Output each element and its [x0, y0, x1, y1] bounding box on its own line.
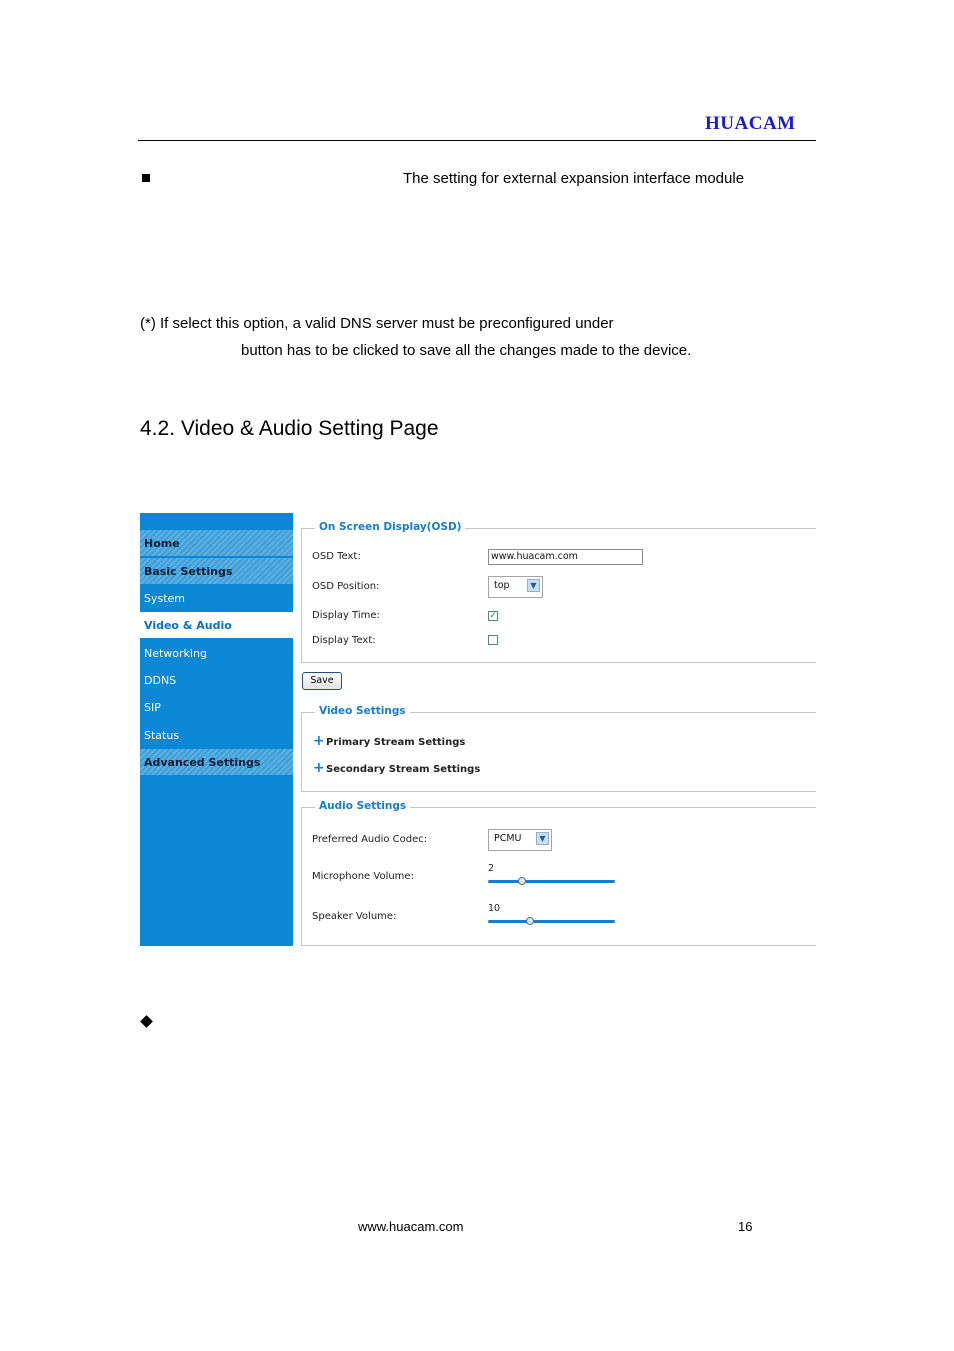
secondary-stream-settings-link[interactable]: Secondary Stream Settings: [326, 764, 481, 775]
display-time-label: Display Time:: [312, 610, 380, 621]
osd-position-label: OSD Position:: [312, 581, 380, 592]
page-number: 16: [738, 1219, 753, 1234]
video-frame-bottom: [301, 791, 816, 792]
display-text-checkbox[interactable]: [488, 635, 498, 645]
speaker-volume-slider[interactable]: [488, 920, 615, 923]
note-line-1: (*) If select this option, a valid DNS server must be preconfigured under: [140, 315, 614, 332]
display-text-label: Display Text:: [312, 635, 376, 646]
brand-logo: HUACAM: [705, 113, 796, 134]
osd-legend: On Screen Display(OSD): [315, 521, 465, 533]
sidebar-item-status[interactable]: Status: [144, 729, 180, 742]
save-button[interactable]: Save: [302, 672, 342, 690]
chevron-down-icon[interactable]: ▼: [536, 832, 549, 845]
bullet-text: The setting for external expansion interface module: [403, 170, 745, 187]
audio-legend: Audio Settings: [315, 800, 410, 812]
settings-screenshot: [140, 513, 816, 946]
osd-position-value: top: [494, 580, 510, 591]
primary-stream-settings-link[interactable]: Primary Stream Settings: [326, 737, 466, 748]
microphone-volume-handle[interactable]: [518, 877, 526, 885]
sidebar-item-advanced-settings[interactable]: Advanced Settings: [140, 749, 293, 775]
sidebar-item-video-audio[interactable]: Video & Audio: [140, 612, 293, 638]
audio-frame-bottom: [301, 945, 816, 946]
diamond-bullet-icon: [140, 1015, 153, 1028]
osd-position-select[interactable]: [488, 576, 543, 598]
microphone-volume-label: Microphone Volume:: [312, 871, 414, 882]
audio-frame-left: [301, 807, 302, 945]
video-frame-left: [301, 712, 302, 791]
video-legend: Video Settings: [315, 705, 410, 717]
sidebar-item-networking[interactable]: Networking: [144, 647, 207, 660]
sidebar-item-basic-settings[interactable]: Basic Settings: [140, 558, 293, 584]
sidebar-item-sip[interactable]: SIP: [144, 701, 161, 714]
sidebar-item-ddns[interactable]: DDNS: [144, 674, 177, 687]
osd-text-label: OSD Text:: [312, 551, 361, 562]
osd-frame-bottom: [301, 662, 816, 663]
microphone-volume-value: 2: [488, 863, 495, 874]
sidebar-item-system[interactable]: System: [144, 592, 186, 605]
chevron-down-icon[interactable]: ▼: [527, 579, 540, 592]
osd-frame-left: [301, 528, 302, 662]
speaker-volume-handle[interactable]: [526, 917, 534, 925]
settings-content: [301, 513, 816, 946]
note-line-2: button has to be clicked to save all the changes made to the device.: [241, 342, 692, 359]
sidebar: [140, 513, 293, 946]
section-title: 4.2. Video & Audio Setting Page: [140, 417, 439, 440]
speaker-volume-value: 10: [488, 903, 501, 914]
sidebar-item-home[interactable]: Home: [140, 530, 293, 556]
microphone-volume-slider[interactable]: [488, 880, 615, 883]
audio-codec-select[interactable]: [488, 829, 552, 851]
square-bullet-icon: [142, 174, 150, 182]
audio-codec-value: PCMU: [494, 833, 522, 844]
header-rule: [138, 140, 816, 141]
expand-plus-icon[interactable]: +: [313, 733, 325, 749]
display-time-checkbox[interactable]: [488, 611, 498, 621]
speaker-volume-label: Speaker Volume:: [312, 911, 397, 922]
checkmark-icon: ✓: [489, 611, 497, 621]
expand-plus-icon[interactable]: +: [313, 760, 325, 776]
audio-codec-label: Preferred Audio Codec:: [312, 834, 428, 845]
footer-website: www.huacam.com: [358, 1219, 464, 1234]
osd-text-input[interactable]: www.huacam.com: [488, 549, 643, 565]
